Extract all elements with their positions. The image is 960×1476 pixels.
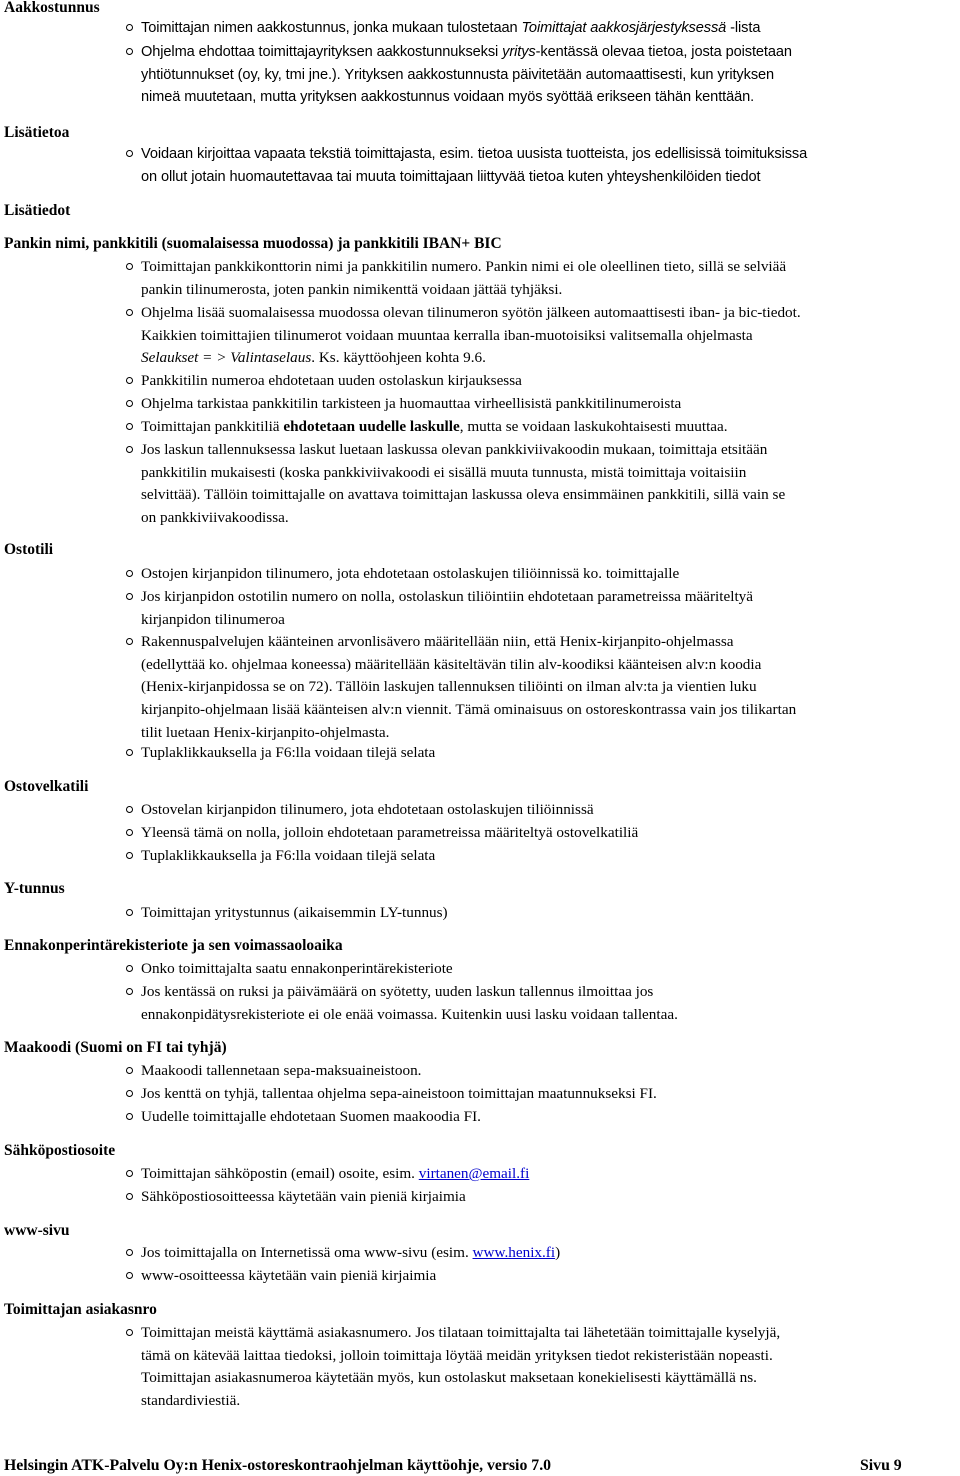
email-link[interactable]: virtanen@email.fi: [418, 1165, 530, 1182]
list-item: Tuplaklikkauksella ja F6:lla voidaan tilejä selata: [141, 847, 436, 864]
list-item: Pankkitilin numeroa ehdotetaan uuden ostolaskun kirjauksessa: [141, 372, 522, 389]
bullet-icon: [124, 631, 134, 653]
list-item: Jos toimittajalla on Internetissä oma www-sivu (esim. www.henix.fi): [141, 1244, 561, 1261]
bullet-icon: [124, 822, 134, 844]
bullet-icon: [124, 1265, 134, 1287]
bullet-icon: [124, 370, 134, 392]
list-item: Toimittajan pankkitiliä ehdotetaan uudelle laskulle, mutta se voidaan laskukohtaisesti muuttaa.: [141, 418, 728, 435]
page-number: Sivu 9: [860, 1457, 902, 1474]
bullet-icon: [124, 845, 134, 867]
bullet-icon: [124, 1186, 134, 1208]
footer-title: Helsingin ATK-Palvelu Oy:n Henix-ostoreskontraohjelman käyttöohje, versio 7.0: [4, 1457, 552, 1474]
bullet-icon: [124, 1060, 134, 1082]
list-item: Ostovelan kirjanpidon tilinumero, jota ehdotetaan ostolaskujen tiliöinnissä: [141, 801, 594, 818]
section-heading-ostovelkatili: Ostovelkatili: [4, 778, 89, 795]
bullet-icon: [124, 1242, 134, 1264]
section-heading-maakoodi: Maakoodi (Suomi on FI tai tyhjä): [4, 1039, 227, 1056]
section-heading-aakkostunnus: Aakkostunnus: [4, 0, 100, 16]
list-item: Jos kirjanpidon ostotilin numero on nolla, ostolaskun tiliöintiin ehdotetaan parametreissa määriteltyä kirjanpidon tilinumeroa: [141, 588, 754, 628]
list-item: Tuplaklikkauksella ja F6:lla voidaan tilejä selata: [141, 744, 436, 761]
section-heading-sahkoposti: Sähköpostiosoite: [4, 1142, 116, 1159]
section-heading-pankki: Pankin nimi, pankkitili (suomalaisessa muodossa) ja pankkitili IBAN+ BIC: [4, 235, 502, 252]
list-item: Sähköpostiosoitteessa käytetään vain pieniä kirjaimia: [141, 1188, 466, 1205]
list-item: Ostojen kirjanpidon tilinumero, jota ehdotetaan ostolaskujen tiliöinnissä ko. toimittajalle: [141, 565, 680, 582]
section-heading-lisatietoa: Lisätietoa: [4, 124, 70, 141]
list-item: Toimittajan sähköpostin (email) osoite, esim. virtanen@email.fi: [141, 1165, 530, 1182]
section-heading-asiakasnro: Toimittajan asiakasnro: [4, 1301, 157, 1318]
bullet-icon: [124, 256, 134, 278]
section-heading-ennakonperinta: Ennakonperintärekisteriote ja sen voimassaoloaika: [4, 937, 343, 954]
list-item: Uudelle toimittajalle ehdotetaan Suomen maakoodia FI.: [141, 1108, 481, 1125]
section-heading-ytunnus: Y-tunnus: [4, 880, 65, 897]
list-item: Maakoodi tallennetaan sepa-maksuaineistoon.: [141, 1062, 422, 1079]
list-item: Toimittajan meistä käyttämä asiakasnumero. Jos tilataan toimittajalta tai lähetetään toimittajalle kyselyjä, tämä on kätevää laittaa tiedoksi, jolloin toimittaja löytää meidän yrityksen tiedot rekisteristään nopeasti. Toimittajan asiakasnumeroa käytetään myös, kun ostolaskut maksetaan konekielisesti käyttämällä ns. standardiviestiä.: [141, 1324, 781, 1410]
bullet-icon: [124, 1163, 134, 1185]
list-item: Toimittajan pankkikonttorin nimi ja pankkitilin numero. Pankin nimi ei ole oleellinen tieto, sillä se selviää pankin tilinumerosta, joten pankin nimikenttä voidaan jättää tyhjäksi.: [141, 258, 787, 298]
list-item: Ohjelma lisää suomalaisessa muodossa olevan tilinumeron syötön jälkeen automaattisesti iban- ja bic-tiedot. Kaikkien toimittajien tilinumerot voidaan muuntaa kerralla iban-muotoisiksi valitsemalla ohjelmasta Selaukset = > Valintaselaus. Ks. käyttöohjeen kohta 9.6.: [141, 304, 801, 367]
list-item: Voidaan kirjoittaa vapaata tekstiä toimittajasta, esim. tietoa uusista tuotteista, jos edellisissä toimituksissa on ollut jotain huomautettavaa tai muuta toimittajaan liittyvää tietoa kuten yhteyshenkilöiden tiedot: [141, 146, 808, 185]
bullet-icon: [124, 902, 134, 924]
bullet-icon: [124, 393, 134, 415]
section-heading-ostotili: Ostotili: [4, 541, 54, 558]
bullet-icon: [124, 439, 134, 461]
list-item: Jos kenttä on tyhjä, tallentaa ohjelma sepa-aineistoon toimittajan maatunnukseksi FI.: [141, 1085, 657, 1102]
bullet-icon: [124, 586, 134, 608]
bullet-icon: [124, 143, 134, 165]
list-item: Ohjelma tarkistaa pankkitilin tarkisteen ja huomauttaa virheellisistä pankkitilinumeroista: [141, 395, 682, 412]
bullet-icon: [124, 41, 134, 63]
list-item: Toimittajan nimen aakkostunnus, jonka mukaan tulostetaan Toimittajat aakkosjärjestyksessä -lista: [141, 20, 761, 36]
bullet-icon: [124, 17, 134, 39]
bullet-icon: [124, 1322, 134, 1344]
bullet-icon: [124, 1106, 134, 1128]
bullet-icon: [124, 563, 134, 585]
bullet-icon: [124, 742, 134, 764]
list-item: Rakennuspalvelujen käänteinen arvonlisävero määritellään niin, että Henix-kirjanpito-ohjelmassa (edellyttää ko. ohjelmaa koneessa) määritellään käsiteltävän tilin alv-koodiksi käänteisen alv:n koodia (Henix-kirjanpidossa se on 72). Tällöin laskujen tallennuksen tiliöinti on ilman alv:ta ja vientien luku kirjanpito-ohjelmaan lisää käänteisen alv:n viennit. Tämä ominaisuus on ostoreskontrassa vain jos tilikartan tilit luetaan Henix-kirjanpito-ohjelmasta.: [141, 633, 797, 741]
bullet-icon: [124, 799, 134, 821]
section-heading-lisatiedot: Lisätiedot: [4, 202, 71, 219]
list-item: Onko toimittajalta saatu ennakonperintärekisteriote: [141, 960, 453, 977]
list-item: Toimittajan yritystunnus (aikaisemmin LY-tunnus): [141, 904, 448, 921]
section-heading-www-sivu: www-sivu: [4, 1222, 70, 1239]
bullet-icon: [124, 302, 134, 324]
list-item: www-osoitteessa käytetään vain pieniä kirjaimia: [141, 1267, 437, 1284]
bullet-icon: [124, 981, 134, 1003]
list-item: Jos laskun tallennuksessa laskut luetaan laskussa olevan pankkiviivakoodin mukaan, toimittaja etsitään pankkitilin mukaisesti (koska pankkiviivakoodi ei sisällä muuta tunnusta, mistä toimittaja voitaisiin selvittää). Tällöin toimittajalle on avattava toimittajan laskussa oleva ensimmäinen pankkitili, sillä vain se on pankkiviivakoodissa.: [141, 441, 786, 527]
website-link[interactable]: www.henix.fi: [472, 1244, 556, 1261]
bullet-icon: [124, 416, 134, 438]
list-item: Yleensä tämä on nolla, jolloin ehdotetaan parametreissa määriteltyä ostovelkatiliä: [141, 824, 639, 841]
bullet-icon: [124, 958, 134, 980]
bullet-icon: [124, 1083, 134, 1105]
list-item: Ohjelma ehdottaa toimittajayrityksen aakkostunnukseksi yritys-kentässä olevaa tietoa, josta poistetaan yhtiötunnukset (oy, ky, tmi jne.). Yrityksen aakkostunnusta päivitetään automaattisesti, kun yrityksen nimeä muutetaan, mutta yrityksen aakkostunnus voidaan myös syöttää erikseen tähän kenttään.: [141, 44, 792, 106]
list-item: Jos kentässä on ruksi ja päivämäärä on syötetty, uuden laskun tallennus ilmoittaa jos ennakonpidätysrekisteriote ei ole enää voimassa. Kuitenkin uusi lasku voidaan tallentaa.: [141, 983, 678, 1023]
